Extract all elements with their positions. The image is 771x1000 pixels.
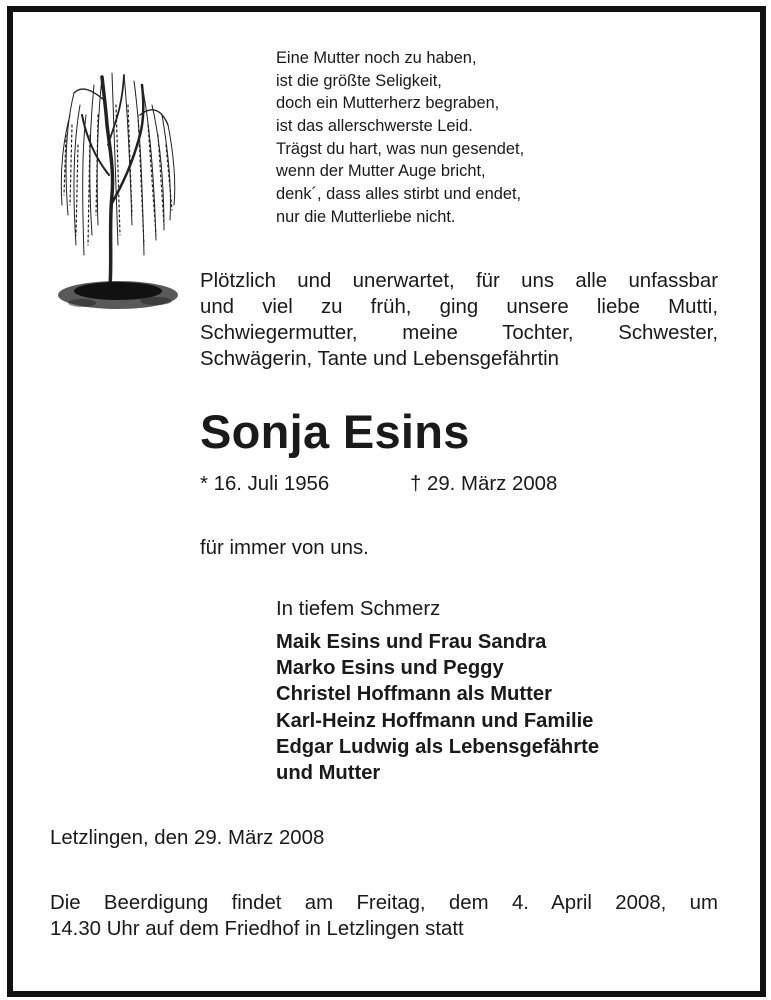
poem-line: nur die Mutterliebe nicht. — [276, 207, 456, 226]
funeral-line: Die Beerdigung findet am Freitag, dem 4. April 2008, um — [50, 892, 718, 914]
poem-line: doch ein Mutterherz begraben, — [276, 94, 500, 113]
poem-line: denk´, dass alles stirbt und endet, — [276, 185, 522, 204]
poem-line: wenn der Mutter Auge bricht, — [276, 162, 486, 181]
death-date: † 29. März 2008 — [410, 473, 558, 495]
poem — [276, 47, 524, 229]
intro-text — [200, 268, 718, 372]
intro-line: und viel zu früh, ging unsere liebe Mutti, — [200, 296, 718, 318]
place-date: Letzlingen, den 29. März 2008 — [50, 827, 325, 849]
intro-line: Schwägerin, Tante und Lebensgefährtin — [200, 348, 559, 370]
mourner-name: Marko Esins und Peggy — [276, 657, 504, 680]
birth-date: * 16. Juli 1956 — [200, 473, 330, 495]
forever-text: für immer von uns. — [200, 537, 369, 559]
mourner-name: und Mutter — [276, 761, 381, 784]
mourner-name: Maik Esins und Frau Sandra — [276, 631, 547, 653]
poem-line: ist das allerschwerste Leid. — [276, 117, 473, 136]
poem-line: Eine Mutter noch zu haben, — [276, 49, 477, 67]
funeral-notice — [50, 891, 718, 942]
poem-line: Trägst du hart, was nun gesendet, — [276, 139, 525, 158]
deceased-name: Sonja Esins — [200, 405, 470, 458]
mourner-name: Karl-Heinz Hoffmann und Familie — [276, 709, 594, 732]
weeping-willow-icon — [52, 55, 184, 327]
mourners-list — [276, 629, 599, 786]
intro-line: Schwiegermutter, meine Tochter, Schwester, — [200, 322, 718, 344]
poem-line: ist die größte Seligkeit, — [276, 71, 442, 90]
mourning-heading: In tiefem Schmerz — [276, 598, 441, 620]
intro-line: Plötzlich und unerwartet, für uns alle unfassbar — [200, 270, 718, 292]
mourner-name: Christel Hoffmann als Mutter — [276, 683, 552, 706]
mourner-name: Edgar Ludwig als Lebensgefährte — [276, 735, 600, 758]
funeral-line: 14.30 Uhr auf dem Friedhof in Letzlingen statt — [50, 917, 464, 940]
